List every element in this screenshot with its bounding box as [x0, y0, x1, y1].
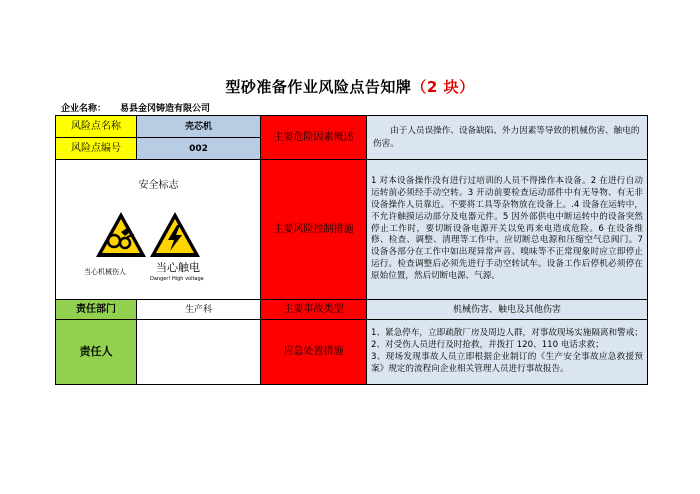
emergency-text	[367, 326, 647, 377]
company-line	[61, 101, 210, 114]
company-label: 企业名称：	[61, 104, 107, 114]
person-label: 责任人	[56, 320, 137, 385]
risk-no-value: 002	[137, 138, 261, 160]
control-text: 1 对本设备操作没有进行过培训的人员不得操作本设备。2 在进行自动运转前必须经手动空转。3 开动前要检查运动部件中有无导物、有无非设备操作人员靠近。不要将工具等杂物放在设备上。.4 设备在运转中，不允许触摸运动部分及电器元件。5 因外部供电中断运转中的设备突然停止工作时，要切断设备电源开关以免再来电造成危险。6 在设备维修、检查、调整、清理等工作中。应切断总电源和压缩空气总阀门。7 设备各部分在工作中如出现异常声音、嗅味等不正常现象时应立即停止运行。检查调整后必须先进行手动空转试车。设备工作后停机必须停在原始位置，然后切断电源、气源。	[371, 176, 643, 281]
sign1-caption: 当心机械伤人	[84, 267, 126, 276]
dept-label: 责任部门	[56, 300, 137, 320]
emergency-text-cell	[367, 320, 648, 385]
hazard-text-cell	[367, 116, 648, 160]
accident-label: 主要事故类型	[261, 300, 367, 320]
hazard-text: 由于人员误操作、设备缺陷、外力因素等导致的机械伤害、触电的伤害。	[373, 125, 640, 149]
risk-no-label: 风险点编号	[56, 138, 137, 160]
sign2-caption-en: Danger! High voltage	[150, 275, 204, 282]
risk-notice-table	[55, 115, 648, 385]
emergency-step: 1、紧急停车，立即疏散厂房及周边人群，对事故现场实施隔离和警戒；	[371, 328, 643, 339]
table-row	[56, 300, 648, 320]
risk-name-label: 风险点名称	[56, 116, 137, 138]
table-row	[56, 160, 648, 300]
title-main: 型砂准备作业风险点告知牌	[225, 78, 412, 96]
caution-electric-shock-icon	[148, 210, 202, 260]
company-name: 易县金冈铸造有限公司	[120, 104, 211, 114]
emergency-step: 2、对受伤人员进行及时抢救，并拨打 120、110 电话求救；	[371, 340, 604, 351]
table-row	[56, 116, 648, 138]
risk-name-value: 壳芯机	[137, 116, 261, 138]
table-row	[56, 320, 648, 385]
accident-value: 机械伤害、触电及其他伤害	[367, 300, 648, 320]
caution-mechanical-injury-icon	[94, 210, 148, 260]
sign2-caption: 当心触电	[156, 260, 200, 274]
title-suffix: （2 块）	[411, 78, 475, 96]
emergency-step: 3、现场发现事故人员立即根据企业制订的《生产安全事故应急救援预案》规定的流程向企业相关管理人员进行事故报告。	[371, 352, 643, 374]
hazard-label: 主要危险因素概述	[261, 116, 367, 160]
safety-sign-label: 安全标志	[138, 179, 179, 191]
person-value	[137, 320, 261, 385]
control-text-cell	[367, 160, 648, 300]
page-title	[0, 76, 700, 97]
dept-value: 生产科	[137, 300, 261, 320]
control-label: 主要风险控制措施	[261, 160, 367, 300]
safety-sign-cell	[56, 160, 261, 300]
emergency-label: 应急处置措施	[261, 320, 367, 385]
